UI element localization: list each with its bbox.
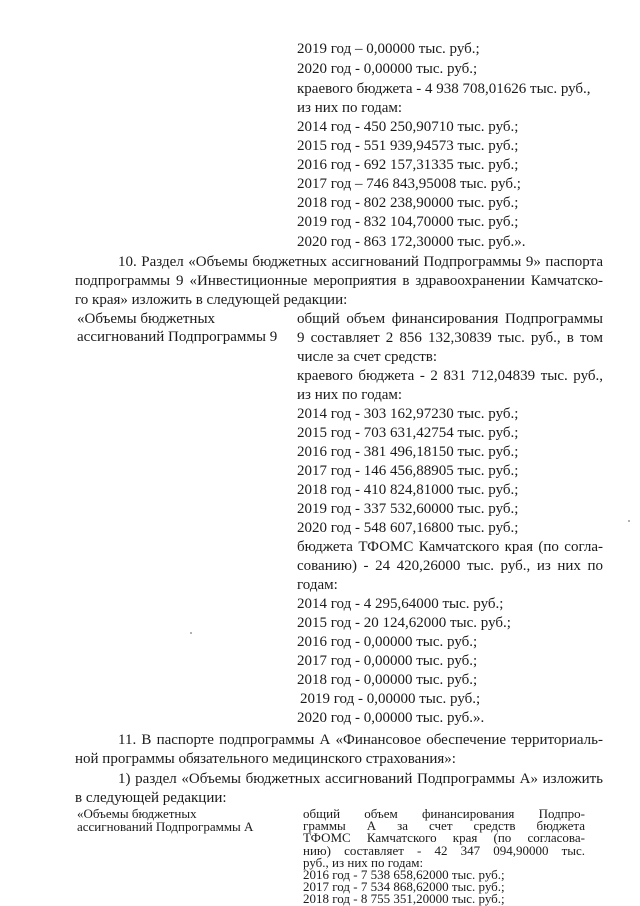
text-line: 2015 год - 703 631,42754 тыс. руб.; — [297, 425, 519, 441]
scan-speck — [628, 520, 630, 522]
text-line: 2017 год - 146 456,88905 тыс. руб.; — [297, 463, 519, 479]
text-line: 2016 год - 381 496,18150 тыс. руб.; — [297, 444, 519, 460]
text-line: руб., из них по годам: — [303, 854, 424, 870]
text-line: 2019 год - 832 104,70000 тыс. руб.; — [297, 214, 519, 230]
label-line: ассигнований Подпрограммы 9 — [77, 329, 278, 345]
scan-speck — [190, 632, 192, 634]
text-line: граммы А за счет средств бюджета — [303, 818, 585, 834]
text-line: 2020 год - 548 607,16800 тыс. руб.; — [297, 520, 519, 536]
paragraph-line: 11. В паспорте подпрограммы А «Финансовое обеспечение территориаль- — [118, 732, 603, 748]
text-line: 2018 год - 8 755 351,20000 тыс. руб.; — [303, 891, 505, 906]
text-line: общий объем финансирования Подпрограммы — [297, 311, 603, 327]
text-line: 9 составляет 2 856 132,30839 тыс. руб., в том — [297, 330, 603, 346]
paragraph-line: 10. Раздел «Объемы бюджетных ассигнований Подпрограммы 9» паспорта — [118, 254, 603, 270]
text-line: из них по годам: — [297, 100, 403, 116]
paragraph-line: в следующей редакции: — [75, 790, 227, 806]
text-line: 2019 год - 0,00000 тыс. руб.; — [300, 691, 481, 707]
text-line: 2018 год - 410 824,81000 тыс. руб.; — [297, 482, 519, 498]
paragraph-line: 1) раздел «Объемы бюджетных ассигнований Подпрограммы А» изложить — [118, 771, 603, 787]
text-line: 2020 год - 0,00000 тыс. руб.». — [297, 710, 485, 726]
text-line: 2017 год - 7 534 868,62000 тыс. руб.; — [303, 879, 505, 895]
text-line: 2014 год - 303 162,97230 тыс. руб.; — [297, 406, 519, 422]
label-line: ассигнований Подпрограммы А — [77, 819, 254, 834]
text-line: краевого бюджета - 2 831 712,04839 тыс. руб., — [297, 368, 603, 384]
text-line: сованию) - 24 420,26000 тыс. руб., из них по — [297, 558, 603, 574]
text-line: из них по годам: — [297, 387, 403, 403]
text-line: 2017 год – 746 843,95008 тыс. руб.; — [297, 176, 521, 192]
text-line: 2015 год - 20 124,62000 тыс. руб.; — [297, 615, 511, 631]
text-line: 2014 год - 4 295,64000 тыс. руб.; — [297, 596, 504, 612]
text-line: 2016 год - 692 157,31335 тыс. руб.; — [297, 157, 519, 173]
text-line: 2020 год - 0,00000 тыс. руб.; — [297, 61, 478, 77]
text-line: 2016 год - 0,00000 тыс. руб.; — [297, 634, 478, 650]
text-line: 2018 год - 0,00000 тыс. руб.; — [297, 672, 478, 688]
label-line: «Объемы бюджетных — [77, 311, 216, 327]
text-line: бюджета ТФОМС Камчатского края (по согла- — [297, 539, 603, 555]
text-line: 2015 год - 551 939,94573 тыс. руб.; — [297, 138, 519, 154]
text-line: 2020 год - 863 172,30000 тыс. руб.». — [297, 234, 526, 250]
text-line: 2019 год – 0,00000 тыс. руб.; — [297, 41, 480, 57]
paragraph-line: подпрограммы 9 «Инвестиционные мероприятия в здравоохранении Камчатско- — [75, 273, 603, 289]
paragraph-line: ной программы обязательного медицинского страхования»: — [75, 751, 456, 767]
text-line: 2016 год - 7 538 658,62000 тыс. руб.; — [303, 867, 505, 882]
text-line: краевого бюджета - 4 938 708,01626 тыс. руб., — [297, 81, 591, 97]
text-line: числе за счет средств: — [297, 349, 438, 365]
text-line: 2014 год - 450 250,90710 тыс. руб.; — [297, 119, 519, 135]
text-line: 2018 год - 802 238,90000 тыс. руб.; — [297, 195, 519, 211]
text-line: 2017 год - 0,00000 тыс. руб.; — [297, 653, 478, 669]
text-line: нию) составляет - 42 347 094,90000 тыс. — [303, 842, 585, 858]
text-line: годам: — [297, 577, 338, 593]
text-line: общий объем финансирования Подпро- — [303, 806, 585, 821]
text-line: ТФОМС Камчатского края (по согласова- — [303, 830, 585, 846]
paragraph-line: го края» изложить в следующей редакции: — [75, 292, 348, 308]
label-line: «Объемы бюджетных — [77, 806, 197, 821]
text-line: 2019 год - 337 532,60000 тыс. руб.; — [297, 501, 519, 517]
